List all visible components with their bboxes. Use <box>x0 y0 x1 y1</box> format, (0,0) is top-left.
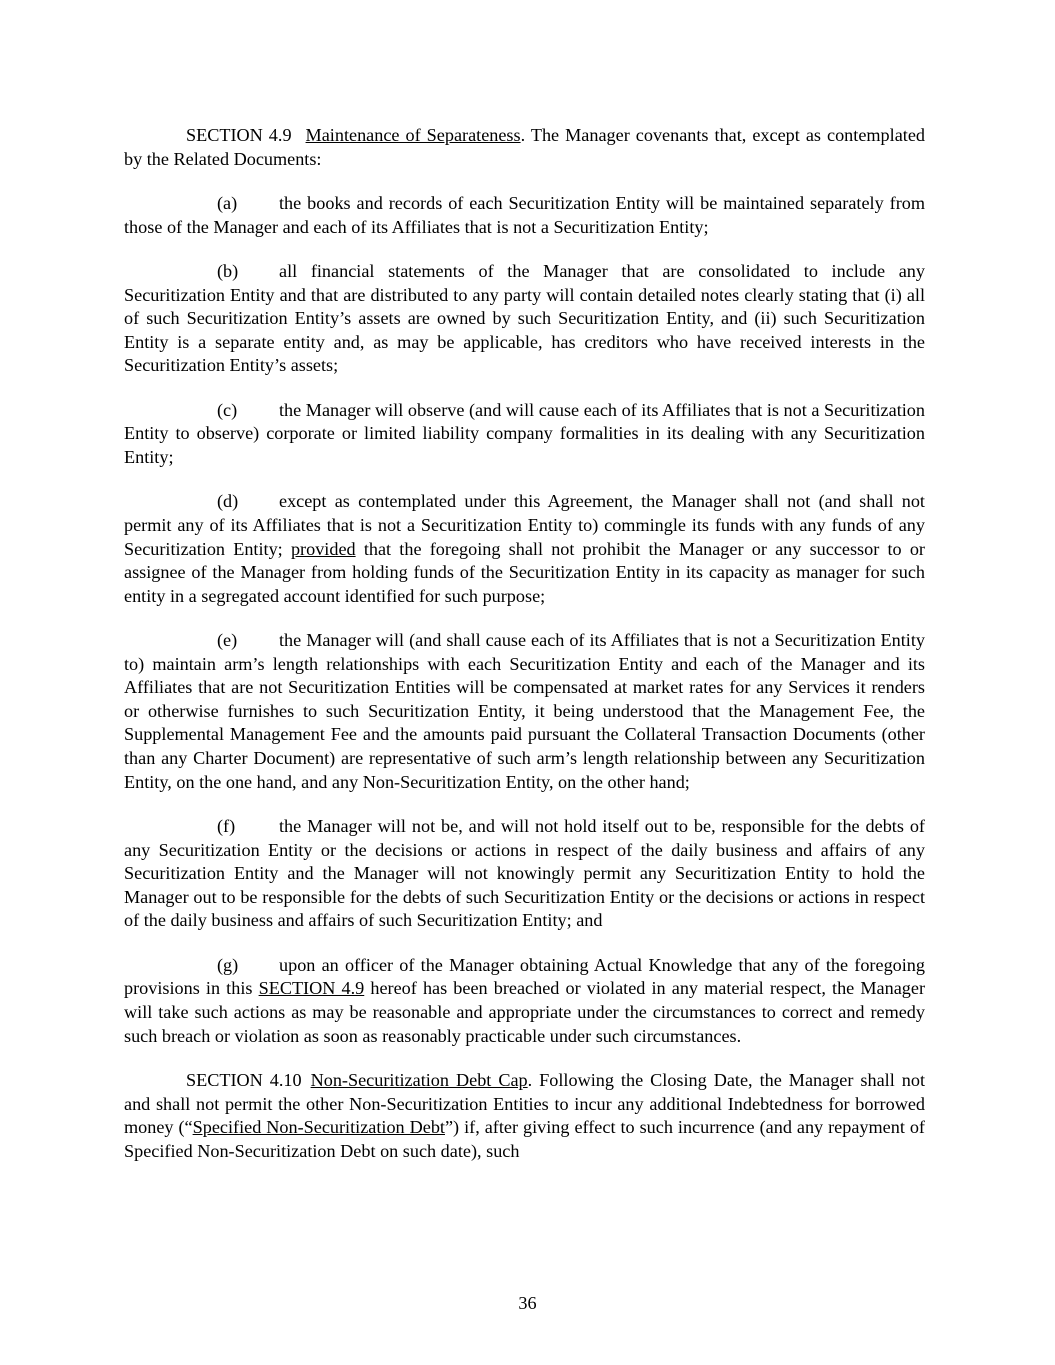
specified-debt-term: Specified Non-Securitization Debt <box>192 1117 445 1138</box>
clause-c <box>124 399 925 470</box>
clause-e-label: (e) <box>217 630 238 651</box>
clause-g-text-1: upon an officer of the Manager obtaining Actual Knowledge that any of the foregoing provisions in this <box>124 954 925 999</box>
provided-term: provided <box>290 538 356 559</box>
clause-e <box>124 629 925 794</box>
clause-f-label: (f) <box>217 816 236 837</box>
section-4-10-text-1: . Following the Closing Date, the Manager shall not and shall not permit the other Non-Securitization Entities to incur any additional Indebtedness for borrowed money (“ <box>124 1069 925 1138</box>
clause-d-text-1: except as contemplated under this Agreement, the Manager shall not (and shall not permit any of its Affiliates that is not a Securitization Entity to) commingle its funds with any funds of any Securitization Entity; <box>124 491 925 559</box>
clause-c-text: the Manager will observe (and will cause each of its Affiliates that is not a Securitization Entity to observe) corporate or limited liability company formalities in its dealing with any Securitization Entity; <box>124 399 925 467</box>
document-body <box>124 124 925 1184</box>
clause-a-text: the books and records of each Securitization Entity will be maintained separately from those of the Manager and each of its Affiliates that is not a Securitization Entity; <box>124 192 925 237</box>
section-4-10-title: Non-Securitization Debt Cap <box>310 1069 528 1090</box>
section-4-9-number: SECTION 4.9 <box>186 125 292 145</box>
clause-b-label: (b) <box>217 260 239 281</box>
clause-b <box>124 260 925 378</box>
section-4-10-number: SECTION 4.10 <box>186 1069 302 1090</box>
clause-f-text: the Manager will not be, and will not hold itself out to be, responsible for the debts of any Securitization Entity or the decisions or actions in respect of the daily business and affairs of any Securitization Entity and the Manager will not knowingly permit any Securitization Entity to hold the Manager out to be responsible for the debts of such Securitization Entity or the decisions or actions in respect of the daily business and affairs of such Securitization Entity; and <box>124 816 925 931</box>
clause-d-label: (d) <box>217 491 239 512</box>
clause-f <box>124 815 925 933</box>
clause-b-text: all financial statements of the Manager that are consolidated to include any Securitization Entity and that are distributed to any party will contain detailed notes clearly stating that (i) all of such Securitization Entity’s assets are owned by such Securitization Entity, and (ii) such Securitization Entity is a separate entity and, as may be applicable, has creditors who have received interests in the Securitization Entity’s assets; <box>124 260 925 376</box>
section-4-10-paragraph <box>124 1069 925 1163</box>
section-4-9-title: Maintenance of Separateness <box>305 125 521 145</box>
clause-c-label: (c) <box>217 399 238 420</box>
section-4-9-intro: . The Manager covenants that, except as contemplated by the Related Documents: <box>124 125 925 169</box>
clause-g-label: (g) <box>217 954 239 975</box>
page-number: 36 <box>518 1293 537 1313</box>
section-4-10-text-2: ”) if, after giving effect to such incurrence (and any repayment of Specified Non-Securitization Debt on such date), such <box>124 1117 925 1161</box>
clause-d-text-2: that the foregoing shall not prohibit the Manager or any successor to or assignee of the Manager from holding funds of the Securitization Entity in its capacity as manager for such entity in a segregated account identified for such purpose; <box>124 538 925 606</box>
section-4-9-paragraph <box>124 124 925 171</box>
clause-e-text: the Manager will (and shall cause each of its Affiliates that is not a Securitization Entity to) maintain arm’s length relationships with each Securitization Entity and each of the Manager and its Affiliates that are not Securitization Entities will be compensated at market rates for any Services it renders or otherwise furnishes to such Securitization Entity, it being understood that the Management Fee, the Supplemental Management Fee and the amounts paid pursuant the Collateral Transaction Documents (other than any Charter Document) are representative of such arm’s length relationship between any Securitization Entity, on the one hand, and any Non-Securitization Entity, on the other hand; <box>124 630 925 792</box>
clause-g-text-2: hereof has been breached or violated in any material respect, the Manager will take such actions as may be reasonable and appropriate under the circumstances to correct and remedy such breach or violation as soon as reasonably practicable under such circumstances. <box>124 978 925 1046</box>
clause-a <box>124 192 925 239</box>
section-4-9-cross-reference: SECTION 4.9 <box>258 978 365 999</box>
clause-d <box>124 490 925 608</box>
clause-a-label: (a) <box>217 192 238 213</box>
clause-g <box>124 954 925 1048</box>
